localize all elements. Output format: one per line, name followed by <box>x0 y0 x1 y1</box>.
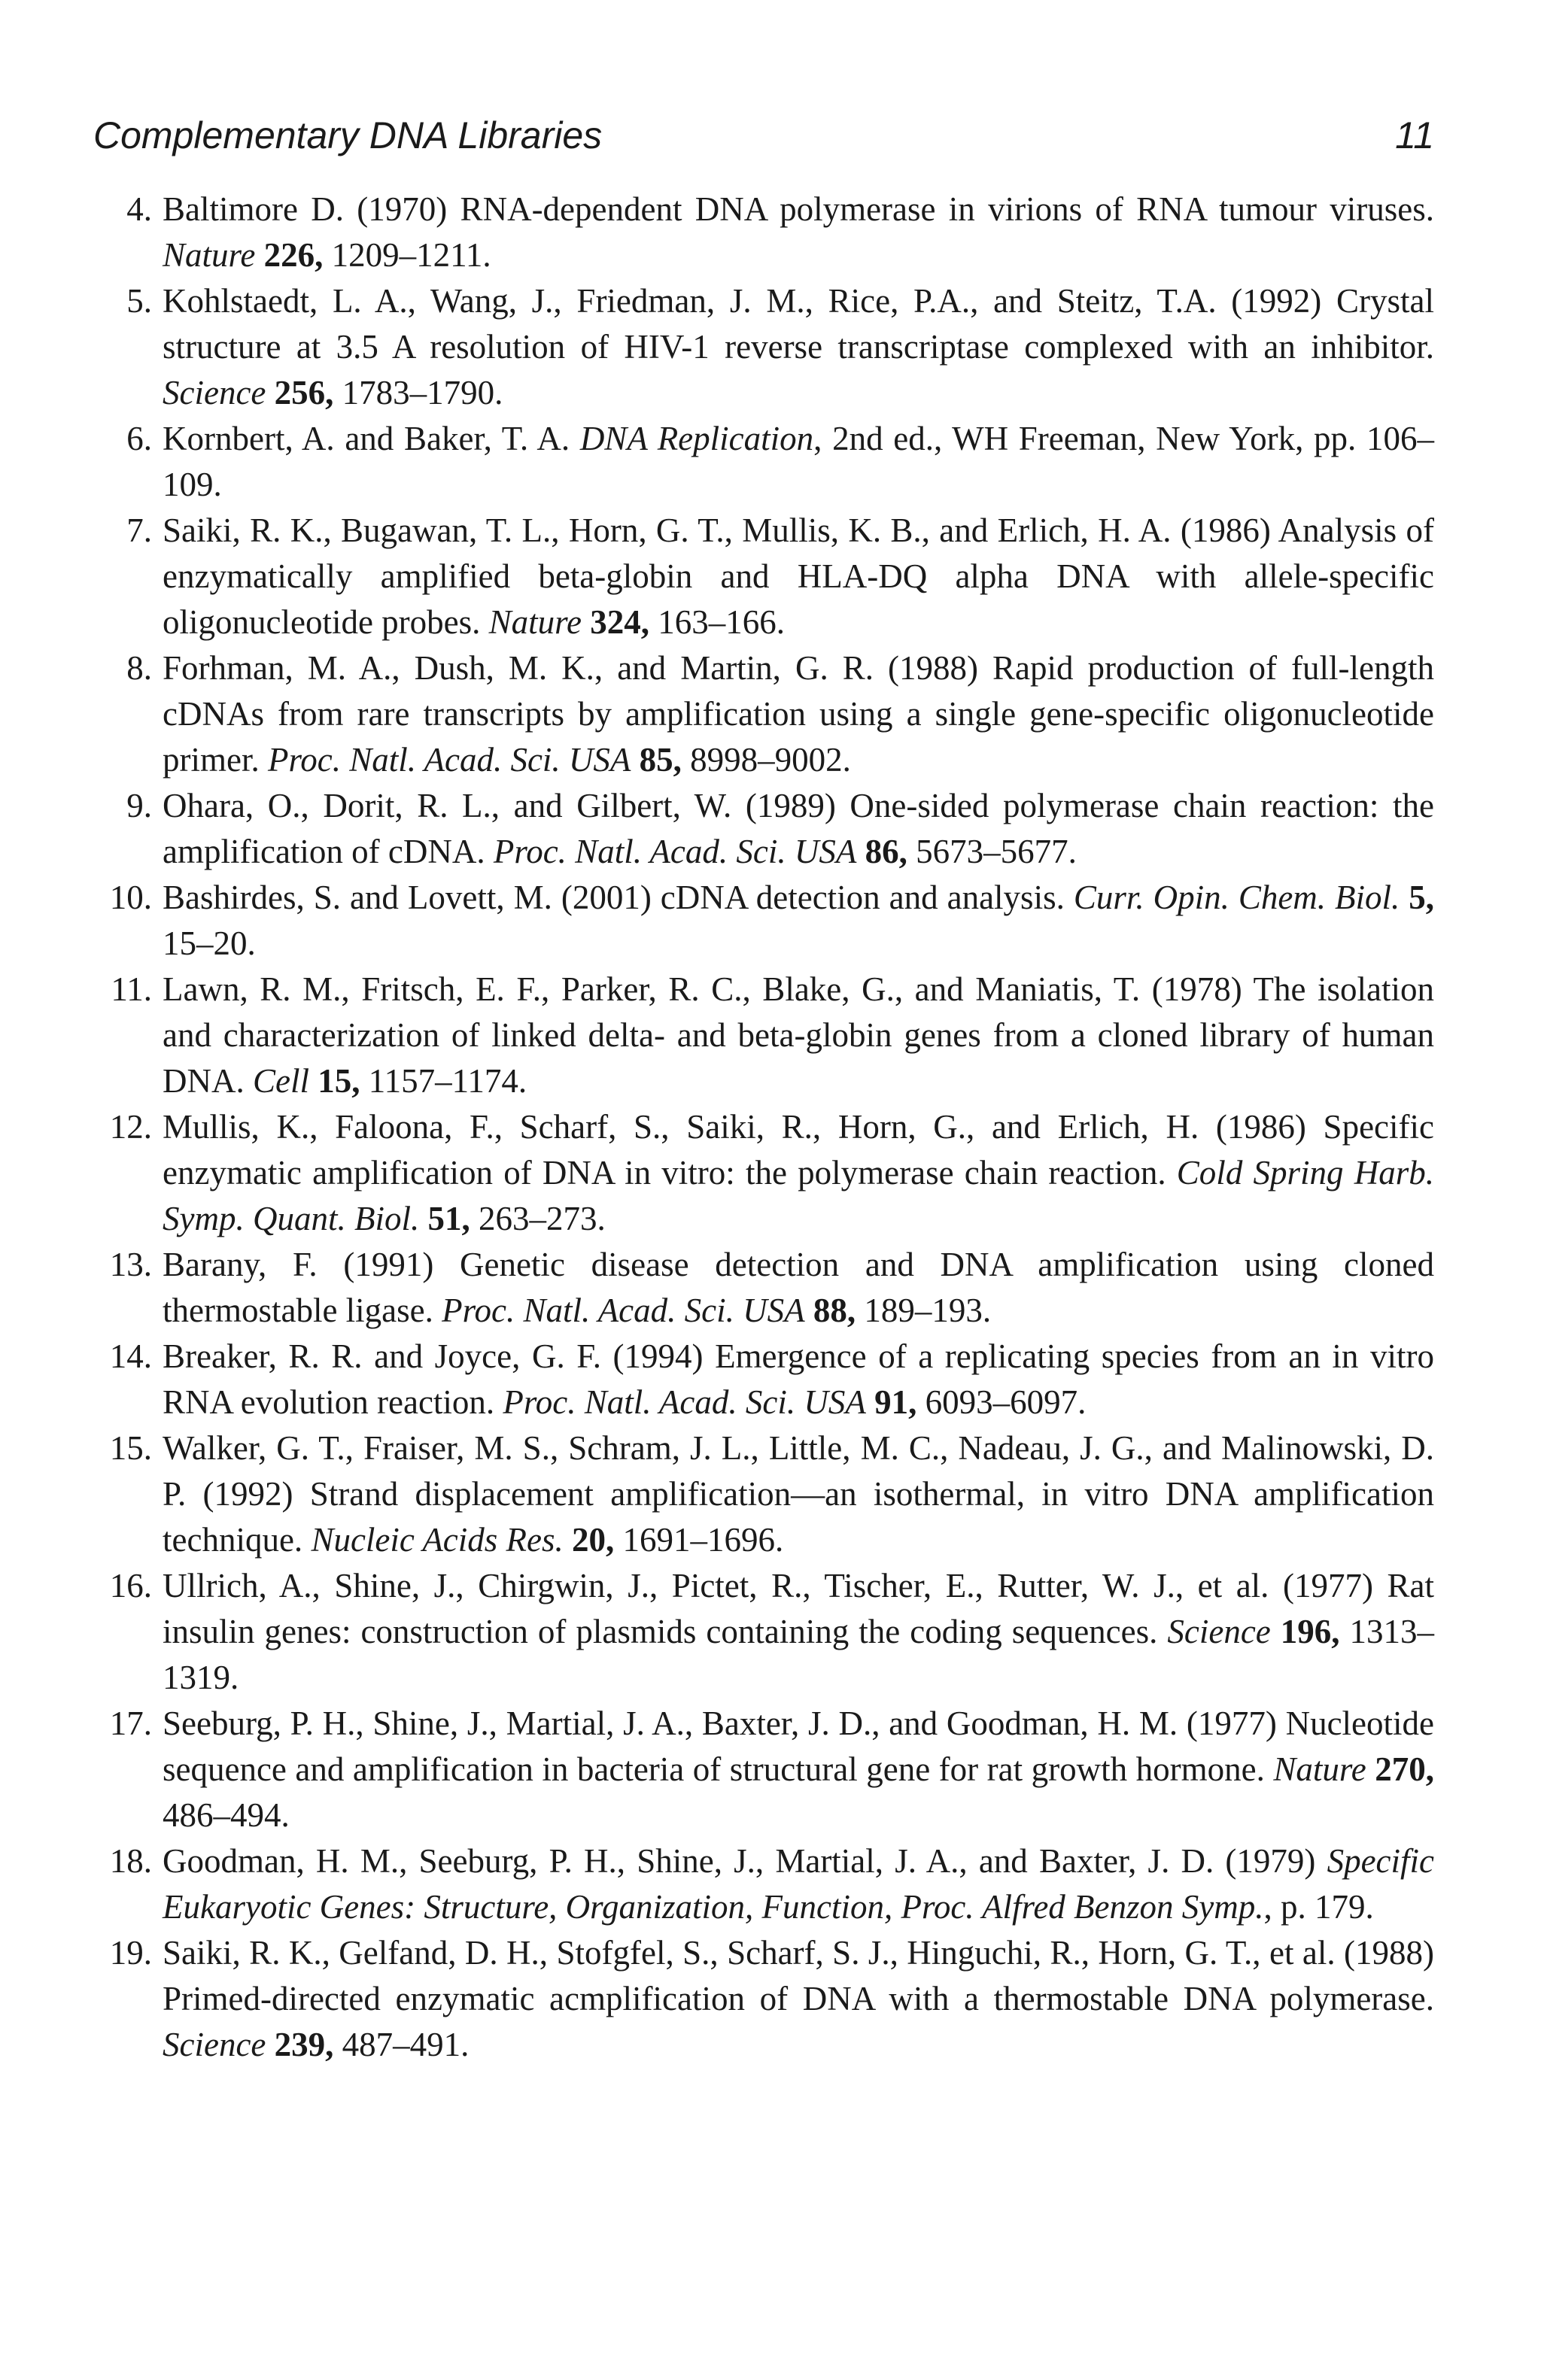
reference-text-segment: Cell <box>253 1062 309 1100</box>
reference-item <box>93 278 1434 416</box>
reference-text-segment: 1691–1696. <box>614 1521 784 1559</box>
reference-text-segment <box>631 741 639 779</box>
reference-text-segment: 86, <box>865 833 907 870</box>
reference-text-segment: 270, <box>1375 1750 1435 1788</box>
reference-text-segment: 239, <box>274 2026 334 2063</box>
reference-number: 16. <box>109 1567 152 1604</box>
reference-text-segment: 15–20. <box>163 924 256 962</box>
reference-text-segment: Science <box>1167 1613 1271 1650</box>
reference-text-segment: Science <box>163 2026 266 2063</box>
reference-text-segment: Nucleic Acids Res. <box>311 1521 564 1559</box>
reference-text-segment: , 2nd ed., WH Freeman, New York, pp. 106–109. <box>163 420 1434 503</box>
reference-number: 15. <box>109 1429 152 1467</box>
reference-number: 11. <box>111 970 152 1008</box>
reference-text-segment: Forhman, M. A., Dush, M. K., and Martin, G. R. (1988) Rapid production of full-length cDNAs from rare transcripts by amplification using a single gene-specific oligonucleotide primer. <box>163 649 1434 779</box>
reference-text-segment: Ullrich, A., Shine, J., Chirgwin, J., Pictet, R., Tischer, E., Rutter, W. J., et al. (1977) Rat insulin genes: construction of plasmids containing the coding sequences. <box>163 1567 1434 1650</box>
reference-text-segment: 1313–1319. <box>163 1613 1435 1696</box>
page-header <box>93 105 1434 165</box>
page-number: 11 <box>1395 114 1434 156</box>
reference-item <box>93 1242 1434 1334</box>
reference-text-segment: 91, <box>874 1383 917 1421</box>
reference-text-segment: Saiki, R. K., Bugawan, T. L., Horn, G. T., Mullis, K. B., and Erlich, H. A. (1986) Analysis of enzymatically amplified beta-globin and HLA-DQ alpha DNA with allele-specific oligonucleotide probes. <box>163 512 1434 641</box>
reference-item <box>93 508 1434 645</box>
reference-number: 19. <box>109 1934 152 1972</box>
reference-item <box>93 645 1434 783</box>
reference-text-segment: 1157–1174. <box>360 1062 527 1100</box>
reference-text-segment <box>582 603 590 641</box>
reference-text-segment <box>1366 1750 1375 1788</box>
document-page <box>93 105 1434 2068</box>
reference-text-segment: DNA Replication <box>579 420 814 457</box>
reference-text-segment: 20, <box>572 1521 615 1559</box>
reference-list <box>93 187 1434 2068</box>
reference-text-segment: 487–491. <box>333 2026 470 2063</box>
reference-number: 14. <box>109 1337 152 1375</box>
running-title: Complementary DNA Libraries <box>93 114 603 156</box>
reference-item <box>93 1425 1434 1563</box>
reference-text-segment: Proc. Natl. Acad. Sci. USA <box>267 741 631 779</box>
reference-text-segment: Kohlstaedt, L. A., Wang, J., Friedman, J. M., Rice, P.A., and Steitz, T.A. (1992) Crystal structure at 3.5 A resolution of HIV-1 reverse transcriptase complexed with an inhibitor. <box>163 282 1434 366</box>
reference-text-segment: Specific Eukaryotic Genes: Structure, Organization, Function, Proc. Alfred Benzon Symp. <box>163 1842 1434 1926</box>
reference-number: 18. <box>109 1842 152 1880</box>
reference-text-segment <box>266 374 274 411</box>
reference-item <box>93 783 1434 875</box>
reference-item <box>93 1104 1434 1242</box>
reference-text-segment: 5673–5677. <box>907 833 1077 870</box>
reference-text-segment: Nature <box>163 236 256 274</box>
reference-number: 12. <box>109 1108 152 1146</box>
reference-item <box>93 1838 1434 1930</box>
reference-text-segment: 1209–1211. <box>323 236 491 274</box>
reference-text-segment: Science <box>163 374 266 411</box>
reference-text-segment: Cold Spring Harb. Symp. Quant. Biol. <box>163 1154 1434 1237</box>
reference-text-segment: 486–494. <box>163 1796 290 1834</box>
reference-text-segment: Nature <box>1273 1750 1366 1788</box>
reference-text-segment: 5, <box>1409 879 1435 916</box>
reference-text-segment: 226, <box>263 236 324 274</box>
reference-item <box>93 1701 1434 1838</box>
reference-text-segment: 85, <box>639 741 682 779</box>
reference-text-segment: Seeburg, P. H., Shine, J., Martial, J. A., Baxter, J. D., and Goodman, H. M. (1977) Nucleotide sequence and amplification in bacteria of structural gene for rat growth hormone. <box>163 1705 1434 1788</box>
reference-text-segment: Proc. Natl. Acad. Sci. USA <box>493 833 857 870</box>
reference-item <box>93 1930 1434 2068</box>
reference-text-segment: 51, <box>427 1200 470 1237</box>
reference-text-segment: Lawn, R. M., Fritsch, E. F., Parker, R. C., Blake, G., and Maniatis, T. (1978) The isolation and characterization of linked delta- and beta-globin genes from a cloned library of human DNA. <box>163 970 1434 1100</box>
reference-text-segment: 88, <box>813 1292 856 1329</box>
reference-number: 10. <box>109 879 152 916</box>
reference-number: 9. <box>126 787 152 824</box>
reference-number: 4. <box>126 190 152 228</box>
reference-text-segment: Proc. Natl. Acad. Sci. USA <box>503 1383 866 1421</box>
reference-text-segment <box>309 1062 318 1100</box>
reference-text-segment <box>805 1292 813 1329</box>
reference-text-segment: Nature <box>488 603 582 641</box>
reference-text-segment: Bashirdes, S. and Lovett, M. (2001) cDNA detection and analysis. <box>163 879 1074 916</box>
reference-text-segment: Breaker, R. R. and Joyce, G. F. (1994) Emergence of a replicating species from an in vitro RNA evolution reaction. <box>163 1337 1434 1421</box>
reference-item <box>93 416 1434 508</box>
reference-text-segment: 8998–9002. <box>681 741 851 779</box>
reference-number: 5. <box>126 282 152 320</box>
reference-item <box>93 1334 1434 1425</box>
reference-text-segment: Baltimore D. (1970) RNA-dependent DNA polymerase in virions of RNA tumour viruses. <box>163 190 1434 228</box>
reference-text-segment: 1783–1790. <box>333 374 503 411</box>
reference-text-segment: Saiki, R. K., Gelfand, D. H., Stofgfel, S., Scharf, S. J., Hinguchi, R., Horn, G. T., et al. (1988) Primed-directed enzymatic acmplification of DNA with a thermostable DNA polymerase. <box>163 1934 1434 2017</box>
reference-text-segment: 263–273. <box>470 1200 606 1237</box>
reference-text-segment <box>564 1521 572 1559</box>
reference-text-segment: Kornbert, A. and Baker, T. A. <box>163 420 580 457</box>
reference-text-segment: 256, <box>274 374 334 411</box>
reference-text-segment: Goodman, H. M., Seeburg, P. H., Shine, J., Martial, J. A., and Baxter, J. D. (1979) <box>163 1842 1327 1880</box>
reference-text-segment <box>255 236 263 274</box>
reference-text-segment: 163–166. <box>649 603 785 641</box>
reference-text-segment: 324, <box>590 603 649 641</box>
reference-number: 6. <box>126 420 152 457</box>
reference-text-segment <box>866 1383 874 1421</box>
reference-text-segment: 15, <box>318 1062 360 1100</box>
reference-item <box>93 1563 1434 1701</box>
reference-text-segment: 196, <box>1280 1613 1340 1650</box>
reference-number: 13. <box>109 1246 152 1283</box>
reference-text-segment: 189–193. <box>856 1292 992 1329</box>
reference-text-segment: Curr. Opin. Chem. Biol. <box>1073 879 1400 916</box>
reference-text-segment <box>1400 879 1409 916</box>
reference-text-segment: Proc. Natl. Acad. Sci. USA <box>442 1292 805 1329</box>
reference-number: 17. <box>109 1705 152 1742</box>
reference-text-segment <box>1271 1613 1281 1650</box>
reference-item <box>93 967 1434 1104</box>
reference-text-segment: Walker, G. T., Fraiser, M. S., Schram, J. L., Little, M. C., Nadeau, J. G., and Malinowski, D. P. (1992) Strand displacement amplification—an isothermal, in vitro DNA amplification technique. <box>163 1429 1434 1559</box>
reference-item <box>93 187 1434 278</box>
reference-text-segment <box>266 2026 274 2063</box>
reference-text-segment: , p. 179. <box>1263 1888 1374 1926</box>
reference-text-segment: Ohara, O., Dorit, R. L., and Gilbert, W. (1989) One-sided polymerase chain reaction: the amplification of cDNA. <box>163 787 1434 870</box>
reference-text-segment: Mullis, K., Faloona, F., Scharf, S., Saiki, R., Horn, G., and Erlich, H. (1986) Specific enzymatic amplification of DNA in vitro: the polymerase chain reaction. <box>163 1108 1434 1192</box>
reference-text-segment <box>856 833 865 870</box>
reference-item <box>93 875 1434 967</box>
reference-text-segment <box>419 1200 427 1237</box>
reference-text-segment: 6093–6097. <box>916 1383 1087 1421</box>
reference-number: 8. <box>126 649 152 687</box>
reference-number: 7. <box>126 512 152 549</box>
reference-text-segment: Barany, F. (1991) Genetic disease detection and DNA amplification using cloned thermostable ligase. <box>163 1246 1434 1329</box>
